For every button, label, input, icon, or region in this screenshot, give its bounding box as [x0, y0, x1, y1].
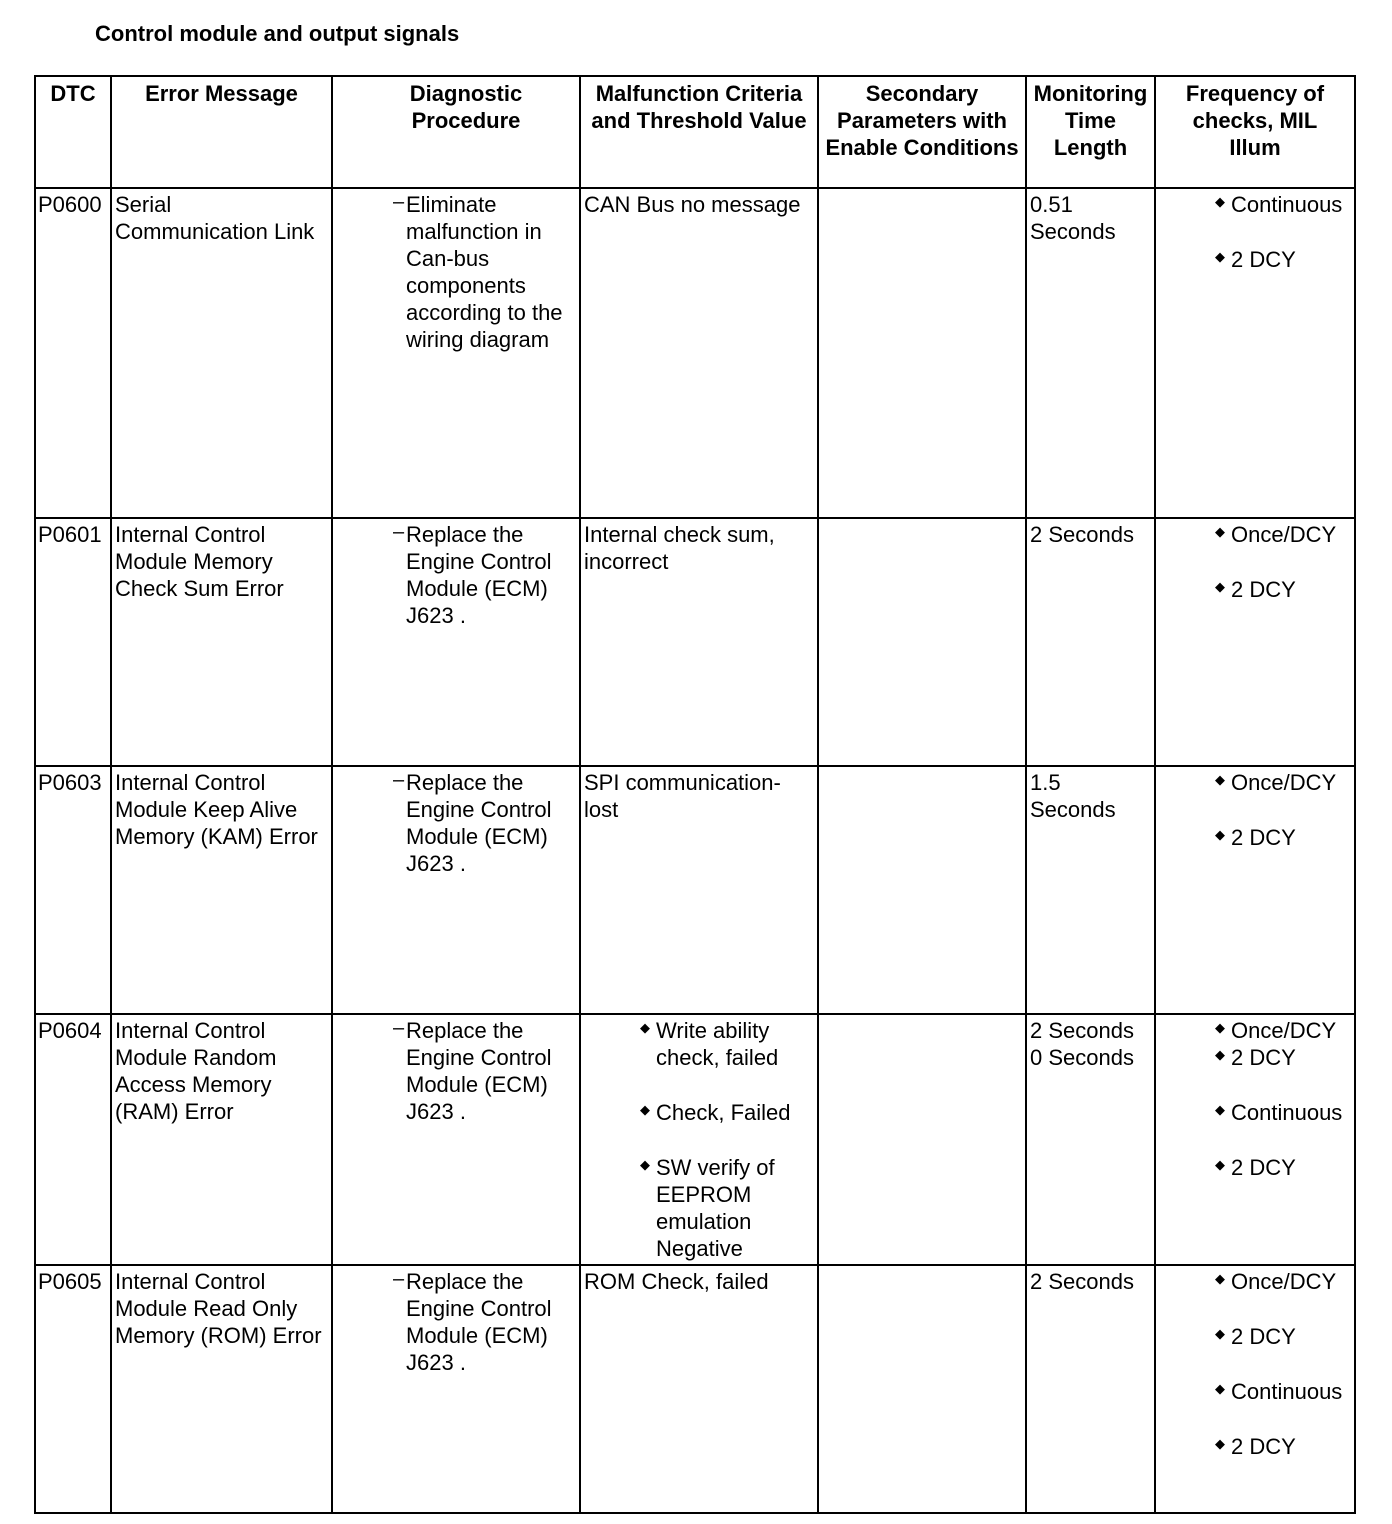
table-row: [35, 188, 1355, 518]
procedure-text: Eliminate malfunction in Can-bus components according to the wiring diagram: [406, 192, 563, 352]
monitoring-time: 0.51 Seconds: [1026, 188, 1155, 518]
dtc-code: P0600: [35, 188, 111, 518]
malfunction-criteria: ROM Check, failed: [580, 1265, 818, 1513]
error-message: Internal Control Module Memory Check Sum Error: [111, 518, 332, 766]
frequency-cell: [1155, 1265, 1355, 1513]
diagnostic-procedure: [332, 188, 580, 518]
diamond-bullet-icon: ◆: [1215, 579, 1225, 594]
diamond-bullet-icon: ◆: [1215, 524, 1225, 539]
dash-icon: –: [393, 521, 405, 543]
diamond-bullet-icon: ◆: [1215, 1047, 1225, 1062]
header-monitoring-time: Monitoring Time Length: [1026, 76, 1155, 188]
list-item: ◆ 2 DCY: [1159, 576, 1351, 603]
list-item: ◆ Check, Failed: [584, 1099, 814, 1126]
diagnostic-procedure: [332, 1014, 580, 1265]
header-frequency: Frequency of checks, MIL Illum: [1155, 76, 1355, 188]
list-item: ◆ Continuous: [1159, 1099, 1351, 1126]
dtc-code: P0605: [35, 1265, 111, 1513]
frequency-cell: [1155, 1014, 1355, 1265]
header-dtc: DTC: [35, 76, 111, 188]
malfunction-criteria: [580, 1014, 818, 1265]
secondary-parameters: [818, 1265, 1026, 1513]
error-message: Internal Control Module Keep Alive Memory (KAM) Error: [111, 766, 332, 1014]
secondary-parameters: [818, 766, 1026, 1014]
table-header-row: [35, 76, 1355, 188]
header-diagnostic-procedure: Diagnostic Procedure: [332, 76, 580, 188]
procedure-text: Replace the Engine Control Module (ECM) J623 .: [406, 770, 552, 876]
table-row: [35, 766, 1355, 1014]
dtc-code: P0604: [35, 1014, 111, 1265]
dash-icon: –: [393, 191, 405, 213]
header-secondary-parameters: Secondary Parameters with Enable Conditions: [818, 76, 1026, 188]
dtc-code: P0603: [35, 766, 111, 1014]
diamond-bullet-icon: ◆: [640, 1102, 650, 1117]
diamond-bullet-icon: ◆: [1215, 249, 1225, 264]
header-malfunction-criteria: Malfunction Criteria and Threshold Value: [580, 76, 818, 188]
list-item: ◆ SW verify of EEPROM emulation Negative: [584, 1154, 814, 1262]
diamond-bullet-icon: ◆: [1215, 1436, 1225, 1451]
list-item: ◆ 2 DCY: [1159, 1154, 1351, 1181]
secondary-parameters: [818, 1014, 1026, 1265]
list-item: ◆ 2 DCY: [1159, 246, 1351, 273]
diamond-bullet-icon: ◆: [1215, 1020, 1225, 1035]
procedure-text: Replace the Engine Control Module (ECM) J623 .: [406, 522, 552, 628]
procedure-text: Replace the Engine Control Module (ECM) J623 .: [406, 1018, 552, 1124]
list-item: ◆ 2 DCY: [1159, 1044, 1351, 1071]
diamond-bullet-icon: ◆: [1215, 1326, 1225, 1341]
malfunction-criteria: SPI communication-lost: [580, 766, 818, 1014]
header-error-message: Error Message: [111, 76, 332, 188]
list-item: ◆ Continuous: [1159, 1378, 1351, 1405]
diamond-bullet-icon: ◆: [1215, 1157, 1225, 1172]
error-message: Internal Control Module Random Access Memory (RAM) Error: [111, 1014, 332, 1265]
diamond-bullet-icon: ◆: [640, 1157, 650, 1172]
diamond-bullet-icon: ◆: [640, 1020, 650, 1035]
secondary-parameters: [818, 518, 1026, 766]
list-item: ◆ Once/DCY: [1159, 1268, 1351, 1295]
table-row: [35, 518, 1355, 766]
procedure-text: Replace the Engine Control Module (ECM) J623 .: [406, 1269, 552, 1375]
secondary-parameters: [818, 188, 1026, 518]
monitoring-time: 2 Seconds: [1026, 518, 1155, 766]
diagnostic-procedure: [332, 766, 580, 1014]
list-item: ◆ Write ability check, failed: [584, 1017, 814, 1071]
diamond-bullet-icon: ◆: [1215, 1102, 1225, 1117]
list-item: ◆ 2 DCY: [1159, 824, 1351, 851]
dtc-table: [34, 75, 1356, 1514]
dash-icon: –: [393, 1017, 405, 1039]
list-item: ◆ Once/DCY: [1159, 521, 1351, 548]
diagnostic-procedure: [332, 1265, 580, 1513]
frequency-cell: [1155, 188, 1355, 518]
list-item: ◆ 2 DCY: [1159, 1323, 1351, 1350]
dtc-code: P0601: [35, 518, 111, 766]
frequency-cell: [1155, 766, 1355, 1014]
error-message: Internal Control Module Read Only Memory (ROM) Error: [111, 1265, 332, 1513]
dash-icon: –: [393, 1268, 405, 1290]
monitoring-time: 1.5 Seconds: [1026, 766, 1155, 1014]
list-item: ◆ Once/DCY: [1159, 769, 1351, 796]
list-item: ◆ Once/DCY: [1159, 1017, 1351, 1044]
list-item: ◆ Continuous: [1159, 191, 1351, 218]
diamond-bullet-icon: ◆: [1215, 1381, 1225, 1396]
diamond-bullet-icon: ◆: [1215, 1271, 1225, 1286]
frequency-cell: [1155, 518, 1355, 766]
list-item: ◆ 2 DCY: [1159, 1433, 1351, 1460]
malfunction-criteria: Internal check sum, incorrect: [580, 518, 818, 766]
table-row: [35, 1265, 1355, 1513]
monitoring-time: 2 Seconds 0 Seconds: [1026, 1014, 1155, 1265]
table-row: [35, 1014, 1355, 1265]
diamond-bullet-icon: ◆: [1215, 772, 1225, 787]
dash-icon: –: [393, 769, 405, 791]
malfunction-criteria: CAN Bus no message: [580, 188, 818, 518]
monitoring-time: 2 Seconds: [1026, 1265, 1155, 1513]
diamond-bullet-icon: ◆: [1215, 827, 1225, 842]
page-title: Control module and output signals: [95, 21, 460, 46]
diamond-bullet-icon: ◆: [1215, 194, 1225, 209]
diagnostic-procedure: [332, 518, 580, 766]
error-message: Serial Communication Link: [111, 188, 332, 518]
